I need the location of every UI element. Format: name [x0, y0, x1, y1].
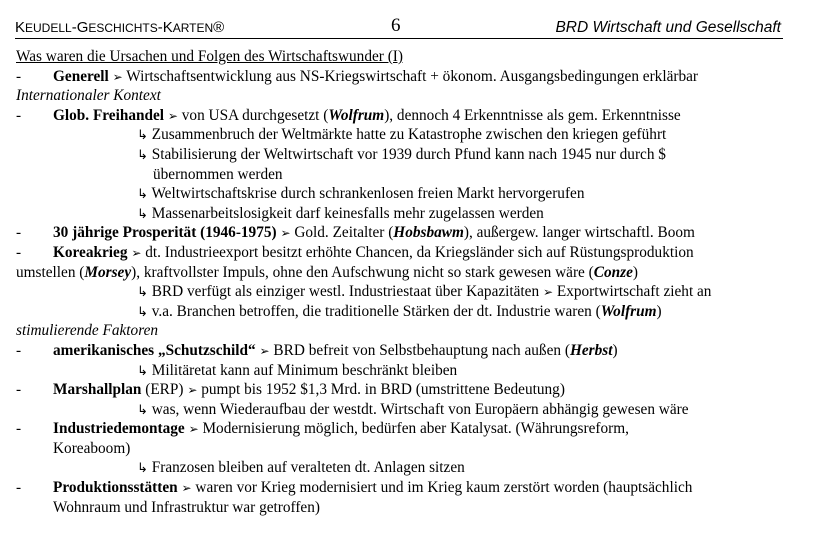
arrow-icon: ➢ — [131, 245, 142, 260]
dash-bullet: - — [16, 479, 22, 497]
document-body — [16, 47, 806, 517]
list-item-continuation: umstellen (Morsey), kraftvollster Impuls, ohne den Aufschwung nicht so stark gewesen wäre (Conze) — [16, 263, 638, 281]
sub-point: ↳ Franzosen bleiben auf veralteten dt. Anlagen sitzen — [137, 459, 465, 477]
arrow-icon: ➢ — [112, 69, 123, 84]
list-item-schutzschild: - amerikanisches „Schutzschild“ ➢ BRD befreit von Selbstbehauptung nach außen (Herbst) — [16, 341, 618, 359]
sub-point: ↳ Massenarbeitslosigkeit darf keinesfalls mehr zugelassen werden — [137, 204, 544, 222]
list-item-industriedemontage: - Industriedemontage ➢ Modernisierung möglich, bedürfen aber Katalysat. (Währungsreform, — [16, 420, 629, 438]
hook-arrow-icon: ↳ — [137, 206, 148, 222]
arrow-icon: ➢ — [280, 226, 291, 241]
hook-arrow-icon: ↳ — [137, 187, 148, 203]
arrow-icon: ➢ — [542, 285, 554, 300]
dash-bullet: - — [16, 381, 22, 399]
dash-bullet: - — [16, 67, 22, 85]
arrow-icon: ➢ — [167, 108, 178, 123]
list-item-generell: - Generell ➢ Wirtschaftsentwicklung aus NS-Kriegswirtschaft + ökonom. Ausgangsbedingungen erklärbar — [16, 67, 698, 85]
subsection-heading: Internationaler Kontext — [16, 87, 161, 105]
list-item-marshallplan: - Marshallplan (ERP) ➢ pumpt bis 1952 $1,3 Mrd. in BRD (umstrittene Bedeutung) — [16, 381, 565, 399]
hook-arrow-icon: ↳ — [137, 285, 148, 301]
arrow-icon: ➢ — [188, 422, 199, 437]
hook-arrow-icon: ↳ — [137, 402, 148, 418]
list-item-koreakrieg: - Koreakrieg ➢ dt. Industrieexport besitzt erhöhte Chancen, da Kriegsländer sich auf Rüstungsproduktion — [16, 243, 694, 261]
list-item-freihandel: - Glob. Freihandel ➢ von USA durchgesetzt (Wolfrum), dennoch 4 Erkenntnisse als gem. Erkenntnisse — [16, 106, 681, 124]
sub-point: ↳ was, wenn Wiederaufbau der westdt. Wirtschaft von Europäern abhängig gewesen wäre — [137, 400, 689, 418]
series-title: KEUDELL-GESCHICHTS-KARTEN® — [15, 19, 225, 36]
dash-bullet: - — [16, 341, 22, 359]
chapter-title: BRD Wirtschaft und Gesellschaft — [555, 19, 781, 36]
arrow-icon: ➢ — [181, 481, 192, 496]
dash-bullet: - — [16, 420, 22, 438]
section-heading: Was waren die Ursachen und Folgen des Wirtschaftswunder (I) — [16, 48, 403, 65]
subsection-heading: stimulierende Faktoren — [16, 322, 159, 340]
hook-arrow-icon: ↳ — [137, 461, 148, 477]
sub-point: ↳ Weltwirtschaftskrise durch schrankenlosen freien Markt hervorgerufen — [137, 185, 585, 203]
page-number: 6 — [391, 15, 401, 36]
dash-bullet: - — [16, 224, 22, 242]
hook-arrow-icon: ↳ — [137, 147, 148, 163]
sub-point: ↳ Zusammenbruch der Weltmärkte hatte zu Katastrophe zwischen den kriegen geführt — [137, 126, 667, 144]
hook-arrow-icon: ↳ — [137, 304, 148, 320]
sub-point: ↳ Militäretat kann auf Minimum beschränkt bleiben — [137, 361, 458, 379]
list-item-prosperitaet: - 30 jährige Prosperität (1946-1975) ➢ Gold. Zeitalter (Hobsbawm), außergew. langer wirtschaftl. Boom — [16, 224, 695, 242]
hook-arrow-icon: ↳ — [137, 363, 148, 379]
sub-point: ↳ BRD verfügt als einziger westl. Industriestaat über Kapazitäten ➢ Exportwirtschaft zieht an — [137, 283, 712, 301]
list-item-continuation: Wohnraum und Infrastruktur war getroffen) — [53, 498, 320, 516]
hook-arrow-icon: ↳ — [137, 128, 148, 144]
arrow-icon: ➢ — [259, 343, 270, 358]
sub-point-continuation: übernommen werden — [153, 165, 283, 183]
page-header — [15, 14, 783, 39]
arrow-icon: ➢ — [187, 383, 198, 398]
dash-bullet: - — [16, 106, 22, 124]
list-item-produktionsstaetten: - Produktionsstätten ➢ waren vor Krieg modernisiert und im Krieg kaum zerstört worden (hauptsächlich — [16, 479, 693, 497]
dash-bullet: - — [16, 243, 22, 261]
sub-point: ↳ v.a. Branchen betroffen, die traditionelle Stärken der dt. Industrie waren (Wolfrum) — [137, 302, 662, 320]
list-item-continuation: Koreaboom) — [53, 439, 131, 457]
sub-point: ↳ Stabilisierung der Weltwirtschaft vor 1939 durch Pfund kann nach 1945 nur durch $ — [137, 145, 666, 163]
